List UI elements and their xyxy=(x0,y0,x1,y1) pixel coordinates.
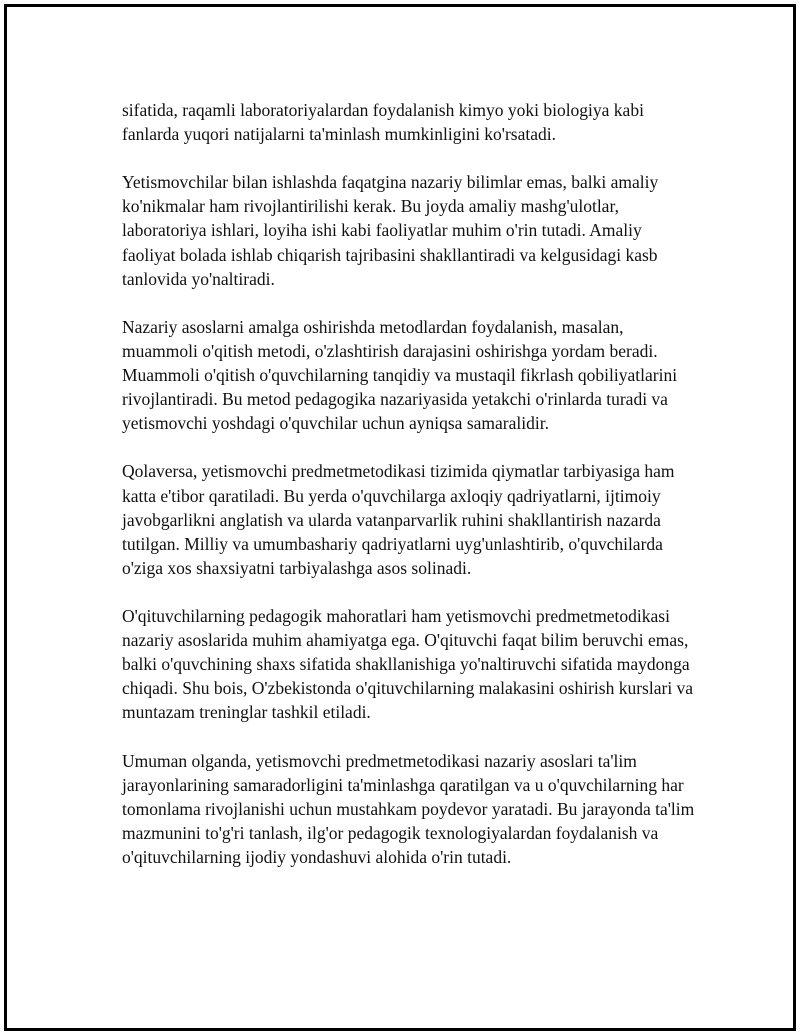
paragraph: O'qituvchilarning pedagogik mahoratlari ham yetismovchi predmetmetodikasi nazariy asoslarida muhim ahamiyatga ega. O'qituvchi faqat bilim beruvchi emas, balki o'quvchining shaxs sifatida shakllanishiga yo'naltiruvchi sifatida maydonga chiqadi. Shu bois, O'zbekistonda o'qituvchilarning malakasini oshirish kurslari va muntazam treninglar tashkil etiladi. xyxy=(122,605,694,723)
document-body xyxy=(122,98,697,893)
page-frame xyxy=(4,4,796,1031)
paragraph: Yetismovchilar bilan ishlashda faqatgina nazariy bilimlar emas, balki amaliy ko'nikmalar ham rivojlantirilishi kerak. Bu joyda amaliy mashg'ulotlar, laboratoriya ishlari, loyiha ishi kabi faoliyatlar muhim o'rin tutadi. Amaliy faoliyat bolada ishlab chiqarish tajribasini shakllantiradi va kelgusidagi kasb tanlovida yo'naltiradi. xyxy=(122,172,659,289)
paragraph: Qolaversa, yetismovchi predmetmetodikasi tizimida qiymatlar tarbiyasiga ham katta e'tibor qaratiladi. Bu yerda o'quvchilarga axloqiy qadriyatlarni, ijtimoiy javobgarlikni anglatish va ularda vatanparvarlik ruhini shakllantirish nazarda tutilgan. Milliy va umumbashariy qadriyatlarni uyg'unlashtirib, o'quvchilarda o'ziga xos shaxsiyatni tarbiyalashga asos solinadi. xyxy=(122,461,675,578)
paragraph: sifatida, raqamli laboratoriyalardan foydalanish kimyo yoki biologiya kabi fanlarda yuqori natijalarni ta'minlash mumkinligini ko'rsatadi. xyxy=(122,100,644,145)
paragraph: Umuman olganda, yetismovchi predmetmetodikasi nazariy asoslari ta'lim jarayonlarining samaradorligini ta'minlashga qaratilgan va u o'quvchilarning har tomonlama rivojlanishi uchun mustahkam poydevor yaratadi. Bu jarayonda ta'lim mazmunini to'g'ri tanlash, ilg'or pedagogik texnologiyalardan foydalanish va o'qituvchilarning ijodiy yondashuvi alohida o'rin tutadi. xyxy=(122,750,695,867)
paragraph: Nazariy asoslarni amalga oshirishda metodlardan foydalanish, masalan, muammoli o'qitish metodi, o'zlashtirish darajasini oshirishga yordam beradi. Muammoli o'qitish o'quvchilarning tanqidiy va mustaqil fikrlash qobiliyatlarini rivojlantiradi. Bu metod pedagogika nazariyasida yetakchi o'rinlarda turadi va yetismovchi yoshdagi o'quvchilar uchun ayniqsa samaralidir. xyxy=(122,316,678,434)
